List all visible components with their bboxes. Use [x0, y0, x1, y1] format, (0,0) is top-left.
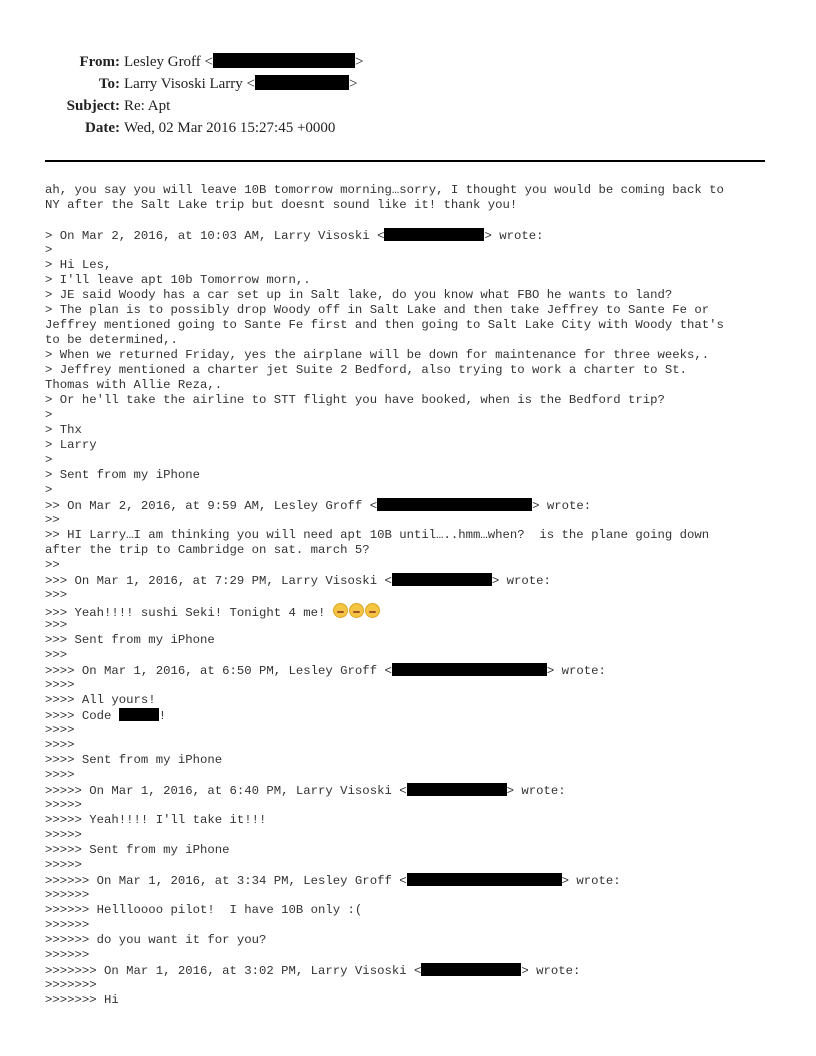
redaction-box: [421, 963, 521, 976]
quote-header-text: >>> On Mar 1, 2016, at 7:29 PM, Larry Visoski <: [45, 574, 392, 588]
body-line: >>>>>: [45, 828, 82, 842]
grimacing-face-icon: [349, 603, 364, 618]
subject-value: Re: Apt: [124, 98, 171, 114]
from-label: From:: [79, 54, 120, 70]
quote-header-text: >>>>>>> On Mar 1, 2016, at 3:02 PM, Larry Visoski <: [45, 964, 422, 978]
body-line: > Thx: [45, 423, 82, 437]
code-tail: !: [158, 709, 167, 723]
body-line: >>>> All yours!: [45, 693, 156, 707]
redaction-box: [255, 75, 349, 90]
quote-header-line: [45, 783, 775, 798]
body-line: >>>>>: [45, 858, 82, 872]
redaction-box: [119, 708, 159, 721]
body-line: >>>>: [45, 723, 75, 737]
body-line: >>>>>: [45, 798, 82, 812]
redaction-box: [392, 573, 492, 586]
email-header: [0, 51, 363, 139]
redaction-box: [392, 663, 547, 676]
body-line: >> HI Larry…I am thinking you will need apt 10B until…..hmm…when? is the plane going down: [45, 528, 710, 542]
body-line: > I'll leave apt 10b Tomorrow morn,.: [45, 273, 311, 287]
grimacing-face-icon: [365, 603, 380, 618]
body-line: >>>>>>: [45, 948, 90, 962]
to-label: To:: [98, 76, 120, 92]
quote-header-tail: > wrote:: [532, 499, 592, 513]
body-line: >>>>>>: [45, 888, 90, 902]
from-suffix: >: [355, 54, 364, 70]
body-line: >>>>>>> Hi: [45, 993, 119, 1007]
redaction-box: [377, 498, 532, 511]
body-line: ah, you say you will leave 10B tomorrow morning…sorry, I thought you would be coming back to: [45, 183, 724, 197]
body-line: >>>> Sent from my iPhone: [45, 753, 223, 767]
body-line: >: [45, 408, 53, 422]
date-value: Wed, 02 Mar 2016 15:27:45 +0000: [124, 120, 336, 136]
body-line: >: [45, 453, 53, 467]
body-line: after the trip to Cambridge on sat. march 5?: [45, 543, 370, 557]
body-line: >>>>: [45, 738, 75, 752]
grimacing-face-icon: [333, 603, 348, 618]
redaction-box: [213, 53, 355, 68]
quote-header-text: >> On Mar 2, 2016, at 9:59 AM, Lesley Groff <: [45, 499, 378, 513]
body-line: > JE said Woody has a car set up in Salt lake, do you know what FBO he wants to land?: [45, 288, 673, 302]
from-row: [0, 51, 363, 73]
body-line: >>> Sent from my iPhone: [45, 633, 215, 647]
body-line: > When we returned Friday, yes the airplane will be down for maintenance for three weeks,.: [45, 348, 710, 362]
body-line: >>>>> Yeah!!!! I'll take it!!!: [45, 813, 267, 827]
header-divider: [45, 160, 765, 162]
quote-header-text: >>>>> On Mar 1, 2016, at 6:40 PM, Larry Visoski <: [45, 784, 407, 798]
subject-row: [0, 95, 363, 117]
quote-header-tail: > wrote:: [491, 574, 551, 588]
body-line: >>>>>> do you want it for you?: [45, 933, 267, 947]
quote-header-tail: > wrote:: [521, 964, 581, 978]
body-line: Thomas with Allie Reza,.: [45, 378, 223, 392]
quote-header-line: [45, 498, 775, 513]
quote-header-line: [45, 573, 775, 588]
body-line: > Larry: [45, 438, 97, 452]
body-line-text: >>> Yeah!!!! sushi Seki! Tonight 4 me!: [45, 606, 333, 620]
body-line: > Sent from my iPhone: [45, 468, 200, 482]
quote-header-tail: > wrote:: [546, 664, 606, 678]
body-line: > Or he'll take the airline to STT flight you have booked, when is the Bedford trip?: [45, 393, 665, 407]
body-line: >>>: [45, 618, 68, 632]
body-line: > The plan is to possibly drop Woody off in Salt Lake and then take Jeffrey to Sante Fe or: [45, 303, 710, 317]
to-value: Larry Visoski Larry <: [124, 76, 256, 92]
emoji-line: [45, 603, 775, 618]
body-line: >>>>>>: [45, 918, 90, 932]
quote-header-tail: > wrote:: [484, 229, 544, 243]
quote-header-line: [45, 873, 775, 888]
body-line: >>>>>>>: [45, 978, 97, 992]
body-line: [45, 213, 775, 228]
to-suffix: >: [349, 76, 358, 92]
quote-header-text: > On Mar 2, 2016, at 10:03 AM, Larry Visoski <: [45, 229, 385, 243]
body-line: >>: [45, 558, 60, 572]
quote-header-text: >>>> On Mar 1, 2016, at 6:50 PM, Lesley Groff <: [45, 664, 392, 678]
body-line: >>>>: [45, 768, 75, 782]
to-row: [0, 73, 363, 95]
quote-header-line: [45, 963, 775, 978]
redaction-box: [407, 783, 507, 796]
body-line: NY after the Salt Lake trip but doesnt sound like it! thank you!: [45, 198, 518, 212]
date-label: Date:: [85, 120, 120, 136]
redaction-box: [407, 873, 562, 886]
body-line: >>>: [45, 588, 68, 602]
email-body: [45, 183, 775, 1008]
body-line: > Jeffrey mentioned a charter jet Suite 2 Bedford, also trying to work a charter to St.: [45, 363, 688, 377]
code-line: [45, 708, 775, 723]
redaction-box: [384, 228, 484, 241]
code-label: >>>> Code: [45, 709, 119, 723]
quote-header-text: >>>>>> On Mar 1, 2016, at 3:34 PM, Lesley Groff <: [45, 874, 407, 888]
body-line: >>>: [45, 648, 68, 662]
body-line: >>>>> Sent from my iPhone: [45, 843, 230, 857]
body-line: >: [45, 483, 53, 497]
body-line: >>>>>> Hellloooo pilot! I have 10B only :(: [45, 903, 363, 917]
body-line: to be determined,.: [45, 333, 178, 347]
body-line: >: [45, 243, 53, 257]
quote-header-tail: > wrote:: [506, 784, 566, 798]
date-row: [0, 117, 363, 139]
quote-header-line: [45, 663, 775, 678]
quote-header-tail: > wrote:: [561, 874, 621, 888]
subject-label: Subject:: [66, 98, 120, 114]
body-line: Jeffrey mentioned going to Sante Fe first and then going to Salt Lake City with Woody that's: [45, 318, 724, 332]
body-line: >>>>: [45, 678, 75, 692]
quote-header-line: [45, 228, 775, 243]
from-value: Lesley Groff <: [124, 54, 213, 70]
body-line: > Hi Les,: [45, 258, 112, 272]
body-line: >>: [45, 513, 60, 527]
